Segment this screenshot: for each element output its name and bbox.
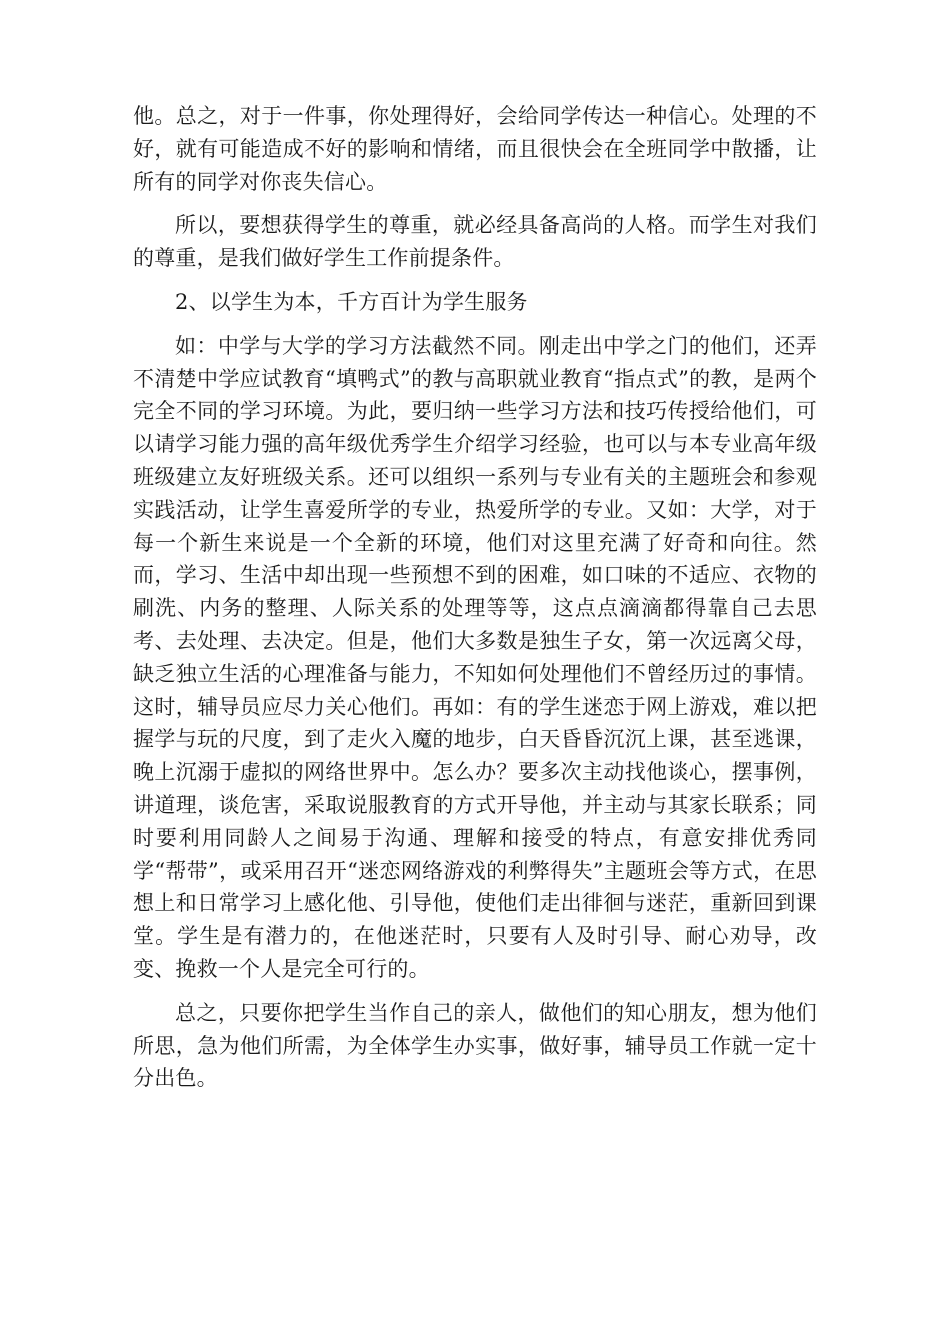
paragraph-conclusion: 总之，只要你把学生当作自己的亲人，做他们的知心朋友，想为他们所思，急为他们所需，为全体学生办实事，做好事，辅导员工作就一定十分出色。 [133, 1000, 817, 1091]
section-heading-2: 2、以学生为本，千方百计为学生服务 [175, 289, 528, 314]
paragraph-continuation: 他。总之，对于一件事，你处理得好，会给同学传达一种信心。处理的不好，就有可能造成不好的影响和情绪，而且很快会在全班同学中散播，让所有的同学对你丧失信心。 [133, 104, 817, 194]
paragraph-respect: 所以，要想获得学生的尊重，就必经具备高尚的人格。而学生对我们的尊重，是我们做好学生工作前提条件。 [133, 213, 817, 271]
document-body [133, 100, 817, 1106]
paragraph-examples: 如：中学与大学的学习方法截然不同。刚走出中学之门的他们，还弄不清楚中学应试教育“填鸭式”的教与高职就业教育“指点式”的教，是两个完全不同的学习环境。为此，要归纳一些学习方法和技巧传授给他们，可以请学习能力强的高年级优秀学生介绍学习经验，也可以与本专业高年级班级建立友好班级关系。还可以组织一系列与专业有关的主题班会和参观实践活动，让学生喜爱所学的专业，热爱所学的专业。又如：大学，对于每一个新生来说是一个全新的环境，他们对这里充满了好奇和向往。然而，学习、生活中却出现一些预想不到的困难，如口味的不适应、衣物的刷洗、内务的整理、人际关系的处理等等，这点点滴滴都得靠自己去思考、去处理、去决定。但是，他们大多数是独生子女，第一次远离父母，缺乏独立生活的心理准备与能力，不知如何处理他们不曾经历过的事情。这时，辅导员应尽力关心他们。再如：有的学生迷恋于网上游戏，难以把握学与玩的尺度，到了走火入魔的地步，白天昏昏沉沉上课，甚至逃课，晚上沉溺于虚拟的网络世界中。怎么办？要多次主动找他谈心，摆事例，讲道理，谈危害，采取说服教育的方式开导他，并主动与其家长联系；同时要利用同龄人之间易于沟通、理解和接受的特点，有意安排优秀同学“帮带”，或采用召开“迷恋网络游戏的利弊得失”主题班会等方式，在思想上和日常学习上感化他、引导他，使他们走出徘徊与迷茫，重新回到课堂。学生是有潜力的，在他迷茫时，只要有人及时引导、耐心劝导，改变、挽救一个人是完全可行的。 [133, 333, 817, 981]
